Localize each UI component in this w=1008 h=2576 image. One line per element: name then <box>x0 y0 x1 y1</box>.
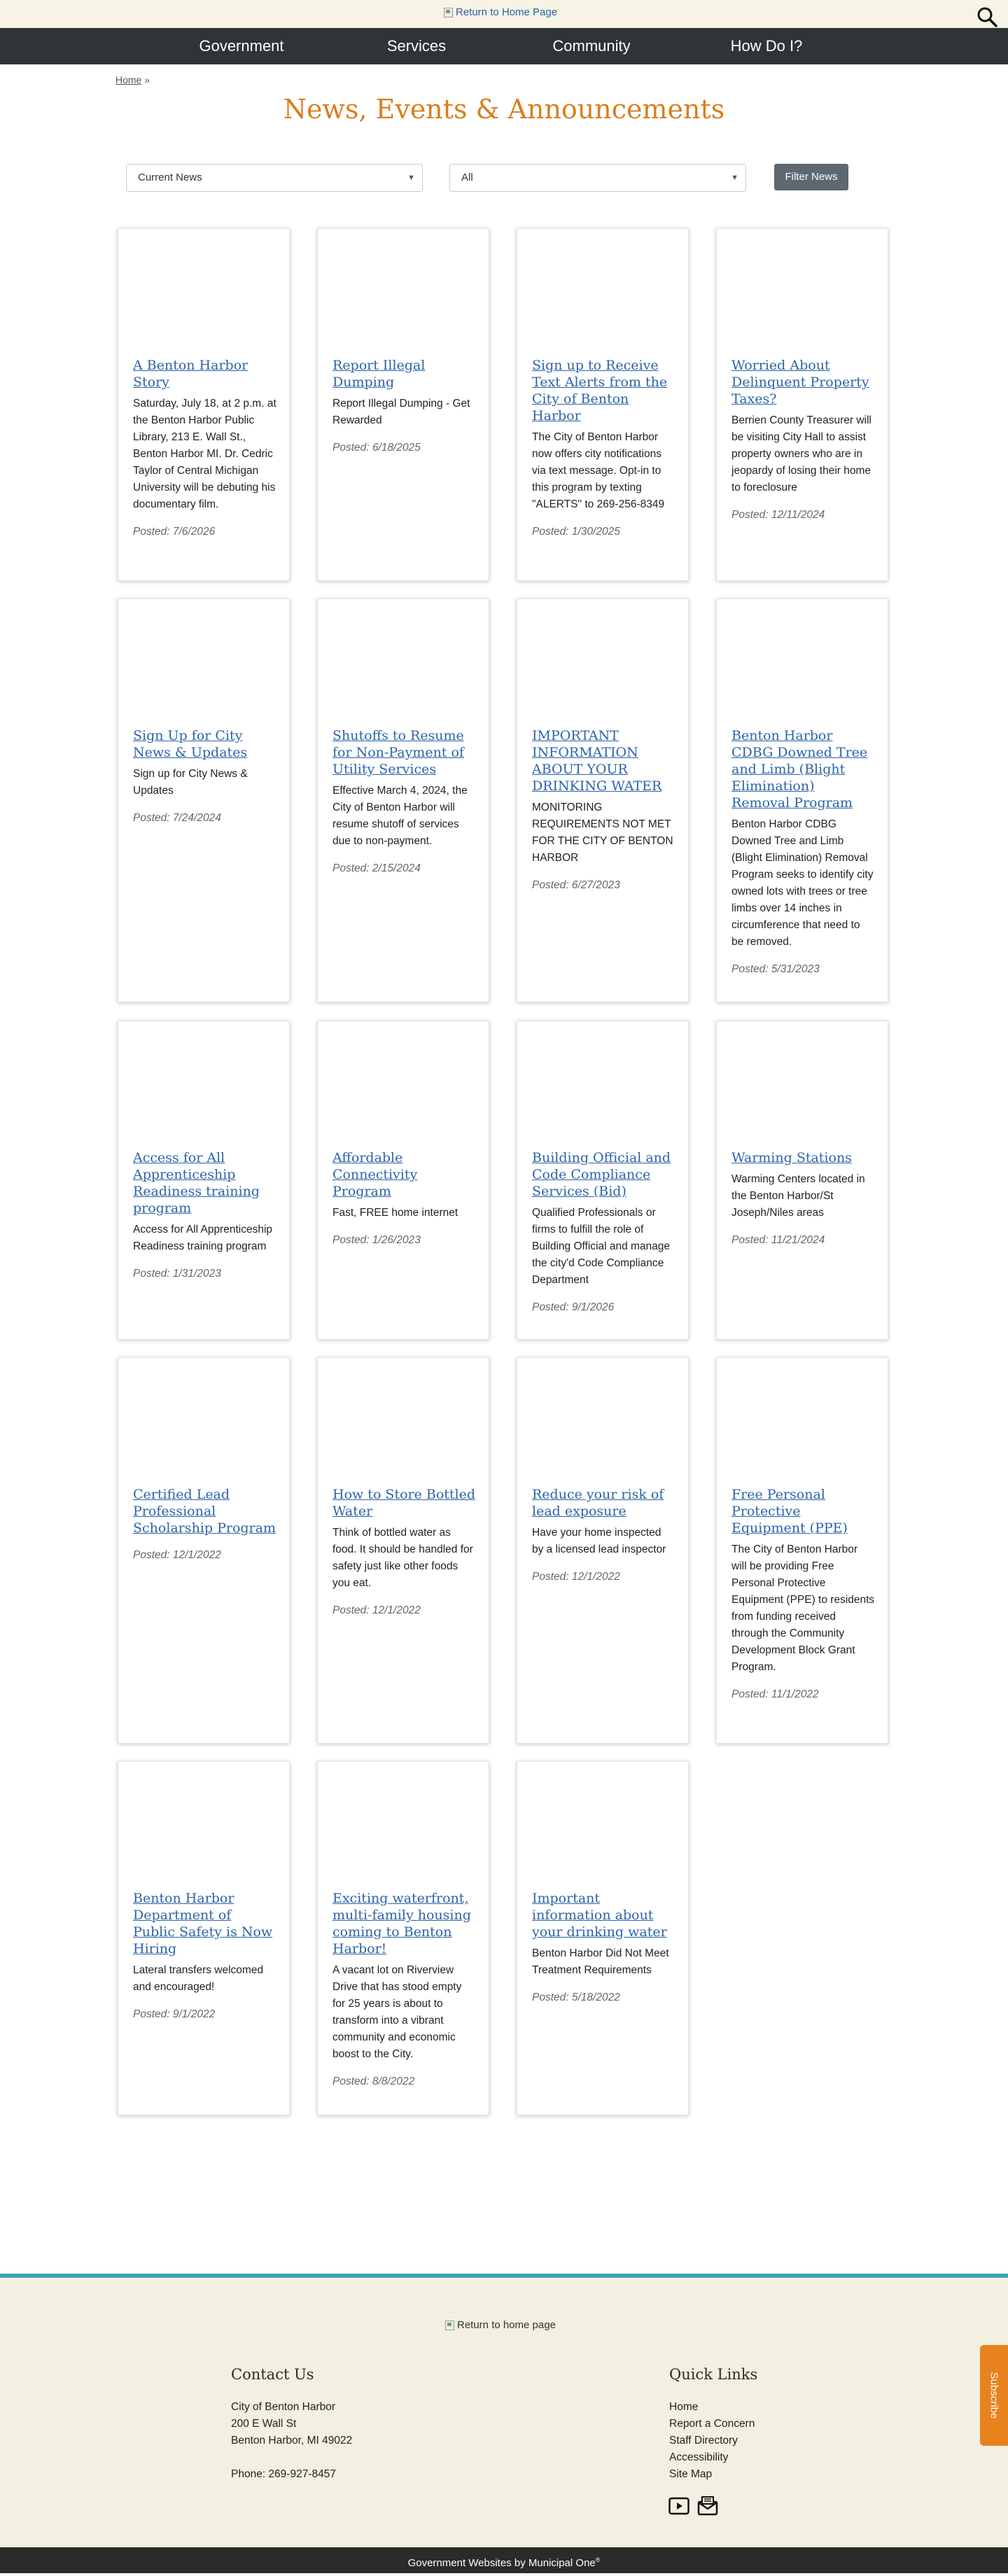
news-card-description: A vacant lot on Riverview Drive that has stood empty for 25 years is about to transform into a vibrant community and economic boost to the City. <box>332 1964 462 2060</box>
news-card <box>517 1357 689 1744</box>
news-card <box>716 598 888 1002</box>
news-card-title-link[interactable]: Free Personal Protective Equipment (PPE) <box>732 1487 848 1536</box>
nav-item-government[interactable]: Government <box>199 37 284 55</box>
news-card <box>118 1021 290 1340</box>
news-card-description: The City of Benton Harbor now offers city notifications via text message. Opt-in to this program by texting "ALERTS" to 269-256-8349 <box>532 431 665 510</box>
news-card-date: Posted: 12/1/2022 <box>133 1549 221 1561</box>
chevron-down-icon: ▼ <box>731 174 738 182</box>
breadcrumb-separator: » <box>144 74 150 85</box>
news-card-description: Fast, FREE home internet <box>332 1207 458 1219</box>
video-link[interactable] <box>668 2496 690 2516</box>
news-card-date: Posted: 1/31/2023 <box>133 1268 221 1280</box>
news-category-value: Current News <box>138 172 202 183</box>
news-card-date: Posted: 9/1/2022 <box>133 2008 216 2020</box>
news-card-description: Berrien County Treasurer will be visiting City Hall to assist property owners who are in jeopardy of losing their home to foreclosure <box>732 414 872 493</box>
news-card-title-link[interactable]: Benton Harbor Department of Public Safety is Now Hiring <box>133 1891 273 1956</box>
news-card-date: Posted: 2/15/2024 <box>332 862 421 874</box>
broken-image-icon <box>445 2320 454 2330</box>
footer-home-image-link[interactable] <box>445 2319 556 2331</box>
news-card-title-link[interactable]: Exciting waterfront, multi-family housing coming to Benton Harbor! <box>332 1891 471 1956</box>
news-card <box>716 1021 888 1340</box>
news-card-title-link[interactable]: How to Store Bottled Water <box>332 1487 476 1519</box>
contact-heading: Contact Us <box>231 2366 314 2383</box>
news-card <box>118 1357 290 1744</box>
footer-logo-alt: Return to home page <box>457 2319 556 2331</box>
news-card-title-link[interactable]: Access for All Apprenticeship Readiness training program <box>133 1150 260 1216</box>
quick-link-site-map[interactable]: Site Map <box>669 2468 713 2480</box>
quick-link-home[interactable]: Home <box>669 2401 699 2413</box>
news-card-date: Posted: 8/8/2022 <box>332 2076 415 2087</box>
news-card-title-link[interactable]: Certified Lead Professional Scholarship Program <box>133 1487 276 1536</box>
news-card-date: Posted: 6/18/2025 <box>332 442 421 454</box>
main-nav <box>0 28 1008 64</box>
news-type-select[interactable] <box>449 164 746 192</box>
news-card <box>716 228 888 581</box>
news-card-description: Report Illegal Dumping - Get Rewarded <box>332 398 470 426</box>
news-card-title-link[interactable]: A Benton Harbor Story <box>133 358 248 390</box>
news-card-description: Sign up for City News & Updates <box>133 768 248 797</box>
news-category-select[interactable] <box>126 164 423 192</box>
news-card <box>716 1357 888 1744</box>
news-card-date: Posted: 1/30/2025 <box>532 526 620 538</box>
news-card-description: Warming Centers located in the Benton Harbor/St Joseph/Niles areas <box>732 1173 865 1219</box>
nav-item-services[interactable]: Services <box>386 37 447 55</box>
news-card <box>517 1021 689 1340</box>
contact-phone: Phone: 269-927-8457 <box>231 2468 336 2480</box>
news-card <box>317 1761 489 2115</box>
news-card-description: Think of bottled water as food. It should be handled for safety just like other foods you eat. <box>332 1527 473 1589</box>
news-card <box>317 228 489 581</box>
news-card-title-link[interactable]: Worried About Delinquent Property Taxes? <box>732 358 869 407</box>
news-card <box>118 1761 290 2115</box>
news-card <box>317 1357 489 1744</box>
breadcrumb <box>115 74 150 85</box>
quick-links-heading: Quick Links <box>669 2366 758 2383</box>
news-card-title-link[interactable]: Sign Up for City News & Updates <box>133 728 248 760</box>
news-card-description: Lateral transfers welcomed and encouraged! <box>133 1964 264 1993</box>
filter-news-button[interactable]: Filter News <box>774 164 848 190</box>
news-card <box>517 598 689 1002</box>
nav-item-community[interactable]: Community <box>552 37 631 55</box>
news-card-date: Posted: 7/24/2024 <box>133 812 221 824</box>
credit-text[interactable]: Government Websites by Municipal One <box>407 2557 596 2569</box>
news-card-title-link[interactable]: Affordable Connectivity Program <box>332 1150 418 1199</box>
youtube-icon <box>668 2496 690 2516</box>
search-button[interactable] <box>976 6 998 28</box>
chevron-down-icon: ▼ <box>407 174 415 182</box>
news-card-date: Posted: 5/18/2022 <box>532 1991 620 2003</box>
news-card-title-link[interactable]: Warming Stations <box>732 1150 852 1166</box>
news-type-value: All <box>461 172 473 183</box>
news-card-date: Posted: 1/26/2023 <box>332 1234 421 1246</box>
home-page-image-alt: Return to Home Page <box>456 6 558 18</box>
news-card-date: Posted: 12/1/2022 <box>332 1604 421 1616</box>
news-card-date: Posted: 12/1/2022 <box>532 1571 620 1583</box>
news-card <box>118 228 290 581</box>
news-card-description: Have your home inspected by a licensed lead inspector <box>532 1527 666 1555</box>
subscribe-label: Subscribe <box>988 2372 1000 2419</box>
news-card-title-link[interactable]: Sign up to Receive Text Alerts from the City of Benton Harbor <box>532 358 668 424</box>
contact-address-line2: Benton Harbor, MI 49022 <box>231 2435 353 2446</box>
news-card-description: Qualified Professionals or firms to fulfill the role of Building Official and manage the city'd Code Compliance Department <box>532 1207 671 1286</box>
news-card-date: Posted: 6/27/2023 <box>532 879 620 891</box>
news-card-description: Access for All Apprenticeship Readiness training program <box>133 1224 273 1252</box>
search-icon <box>976 6 998 28</box>
contact-org-name: City of Benton Harbor <box>231 2401 336 2413</box>
quick-link-accessibility[interactable]: Accessibility <box>669 2451 729 2463</box>
page-title: News, Events & Announcements <box>283 94 725 125</box>
news-card-title-link[interactable]: Important information about your drinking water <box>532 1891 667 1940</box>
news-card <box>317 1021 489 1340</box>
news-card-title-link[interactable]: Shutoffs to Resume for Non-Payment of Utility Services <box>332 728 464 777</box>
site-footer <box>0 2274 1008 2547</box>
news-card-date: Posted: 11/21/2024 <box>732 1234 825 1246</box>
news-card-description: Effective March 4, 2024, the City of Benton Harbor will resume shutoff of services due to non-payment. <box>332 785 468 847</box>
news-card <box>517 228 689 581</box>
registered-mark: ® <box>595 2556 601 2563</box>
subscribe-tab[interactable] <box>980 2345 1008 2446</box>
home-page-image-link[interactable] <box>444 6 557 18</box>
email-icon <box>697 2496 718 2516</box>
news-card-title-link[interactable]: Reduce your risk of lead exposure <box>532 1487 664 1519</box>
credit-bar <box>0 2547 1008 2573</box>
news-card-title-link[interactable]: Benton Harbor CDBG Downed Tree and Limb (Blight Elimination) Removal Program <box>732 728 868 811</box>
news-card-date: Posted: 12/11/2024 <box>732 509 825 521</box>
contact-address-line1: 200 E Wall St <box>231 2418 297 2430</box>
quick-link-staff-directory[interactable]: Staff Directory <box>669 2435 738 2446</box>
news-card-date: Posted: 7/6/2026 <box>133 526 216 538</box>
news-card-title-link[interactable]: IMPORTANT INFORMATION ABOUT YOUR DRINKING WATER <box>532 728 662 794</box>
news-card-date: Posted: 9/1/2026 <box>532 1301 615 1313</box>
news-card-description: The City of Benton Harbor will be providing Free Personal Protective Equipment (PPE) to residents from funding received through the Community Development Block Grant Program. <box>732 1544 875 1673</box>
news-card-description: MONITORING REQUIREMENTS NOT MET FOR THE CITY OF BENTON HARBOR <box>532 802 673 864</box>
breadcrumb-home-link[interactable]: Home <box>115 74 142 85</box>
news-card-description: Benton Harbor Did Not Meet Treatment Requirements <box>532 1947 669 1976</box>
broken-image-icon <box>444 8 453 18</box>
news-card <box>317 598 489 1002</box>
email-link[interactable] <box>697 2496 718 2516</box>
news-card-title-link[interactable]: Building Official and Code Compliance Services (Bid) <box>532 1150 671 1199</box>
top-bar <box>0 0 1008 28</box>
news-card <box>118 598 290 1002</box>
news-card-description: Benton Harbor CDBG Downed Tree and Limb (Blight Elimination) Removal Program seeks to identify city owned lots with trees or tree limbs over 14 inches in circumference that need to be removed. <box>732 818 874 948</box>
news-card-description: Saturday, July 18, at 2 p.m. at the Benton Harbor Public Library, 213 E. Wall St., Benton Harbor MI. Dr. Cedric Taylor of Central Michigan University will be debuting his documentary film. <box>133 398 276 510</box>
news-card-title-link[interactable]: Report Illegal Dumping <box>332 358 426 390</box>
quick-link-report-a-concern[interactable]: Report a Concern <box>669 2418 755 2430</box>
news-card-date: Posted: 5/31/2023 <box>732 963 820 975</box>
nav-item-how-do-i[interactable]: How Do I? <box>730 37 803 55</box>
news-card <box>517 1761 689 2115</box>
news-card-date: Posted: 11/1/2022 <box>732 1688 819 1700</box>
